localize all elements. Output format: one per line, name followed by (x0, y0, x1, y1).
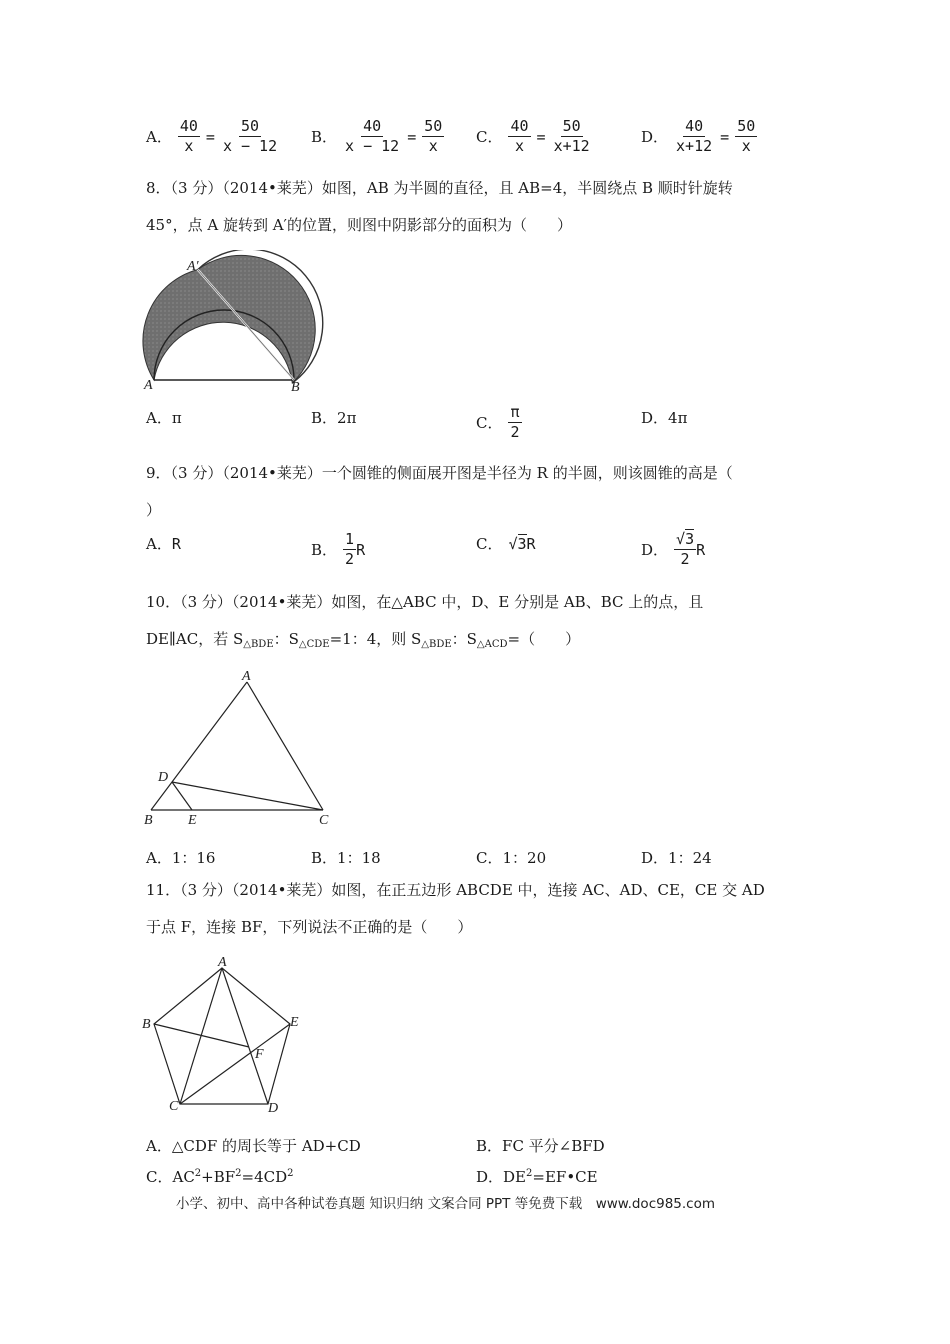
q8-option-a: A．π (146, 409, 182, 427)
q10-label-e: E (188, 813, 197, 828)
q11-diagonal-ac (180, 968, 222, 1104)
q8-label-a: A (144, 378, 153, 393)
q7-option-c: C． $\frac{40}{x}$ = $\frac{50}{x+12}$ (476, 117, 590, 155)
sqrt-symbol: √ (676, 530, 686, 548)
q10-option-b: B．1：18 (311, 849, 381, 867)
q9-option-b: B． $\frac{1}{2}$ R (311, 530, 366, 568)
q10-label-c: C (319, 813, 329, 828)
q10-stem-line1: 10．（3 分）（2014•莱芜）如图，在△ABC 中，D、E 分别是 AB、BC 上的点，且 (146, 593, 704, 611)
q11-diagonal-ce (180, 1024, 290, 1104)
q9-stem-line1: 9．（3 分）（2014•莱芜）一个圆锥的侧面展开图是半径为 R 的半圆，则该圆锥的高是（ (146, 464, 733, 482)
q9-option-d: D． $\frac{√3}{2}$ R (641, 530, 706, 568)
q10-label-b: B (144, 813, 153, 828)
q8-label-a-prime: A′ (187, 259, 199, 274)
q10-label-a: A (242, 669, 251, 684)
q11-label-d: D (268, 1101, 279, 1116)
q11-stem-line2: 于点 F，连接 BF，下列说法不正确的是（ ） (146, 918, 473, 936)
q7-option-a: A． $\frac{40}{x}$ = $\frac{50}{x - 12}$ (146, 117, 278, 155)
q8-figure-rotated-semicircle (140, 250, 340, 398)
q11-label-a: A (218, 955, 227, 970)
q8-shaded-region (143, 255, 315, 383)
q9-option-a: A．R (146, 535, 181, 553)
q11-option-d: D．$DE^2=EF•CE$ (476, 1168, 598, 1186)
q10-side-ab (151, 682, 247, 810)
q11-pentagon-abcde (154, 968, 290, 1104)
sqrt-symbol: √ (508, 534, 518, 553)
q8-stem-line2: 45°，点 A 旋转到 A′的位置，则图中阴影部分的面积为（ ） (146, 216, 572, 234)
q11-label-c: C (169, 1099, 179, 1114)
q8-option-c: C． $\frac{\pi}{2}$ (476, 403, 520, 441)
page-footer: 小学、初中、高中各种试卷真题 知识归纳 文案合同 PPT 等免费下载 www.doc985.com (176, 1196, 716, 1212)
q11-label-b: B (142, 1017, 151, 1032)
q7-option-b: B． $\frac{40}{x - 12}$ = $\frac{50}{x}$ (311, 117, 443, 155)
q8-option-d: D．4π (641, 409, 688, 427)
q10-segment-de (172, 782, 192, 810)
q11-figure-pentagon (138, 952, 318, 1118)
q10-option-d: D．1：24 (641, 849, 712, 867)
q8-option-b: B．2π (311, 409, 357, 427)
q11-option-a: A．△CDF 的周长等于 AD+CD (146, 1137, 361, 1155)
q7-option-d: D． $\frac{40}{x+12}$ = $\frac{50}{x}$ (641, 117, 756, 155)
q10-stem-line2: DE∥AC，若 $S_{\triangle BDE}$：$S_{\triangle CDE}=1$：4，则 $S_{\triangle BDE}$：$S_{\triangle ACD}=$（ ） (146, 630, 581, 650)
q8-label-b: B (291, 380, 300, 395)
q10-figure-triangle (140, 664, 340, 830)
q11-option-b: B．FC 平分∠BFD (476, 1137, 605, 1155)
q11-option-c: C．$AC^2+BF^2=4CD^2$ (146, 1168, 294, 1186)
q10-option-a: A．1：16 (146, 849, 216, 867)
q10-segment-dc (172, 782, 323, 810)
q11-stem-line1: 11．（3 分）（2014•莱芜）如图，在正五边形 ABCDE 中，连接 AC、AD、CE，CE 交 AD (146, 881, 765, 899)
q10-label-d: D (158, 770, 169, 785)
q9-stem-line2: ） (146, 501, 162, 519)
q11-segment-bf (154, 1024, 249, 1047)
q8-stem-line1: 8．（3 分）（2014•莱芜）如图，AB 为半圆的直径，且 AB=4，半圆绕点 B 顺时针旋转 (146, 179, 733, 197)
q10-side-ac (247, 682, 323, 810)
q11-diagonal-ad (222, 968, 268, 1104)
q11-label-f: F (255, 1047, 264, 1062)
q11-label-e: E (290, 1015, 299, 1030)
q9-option-c: C． √3R (476, 534, 536, 553)
q10-option-c: C．1：20 (476, 849, 547, 867)
